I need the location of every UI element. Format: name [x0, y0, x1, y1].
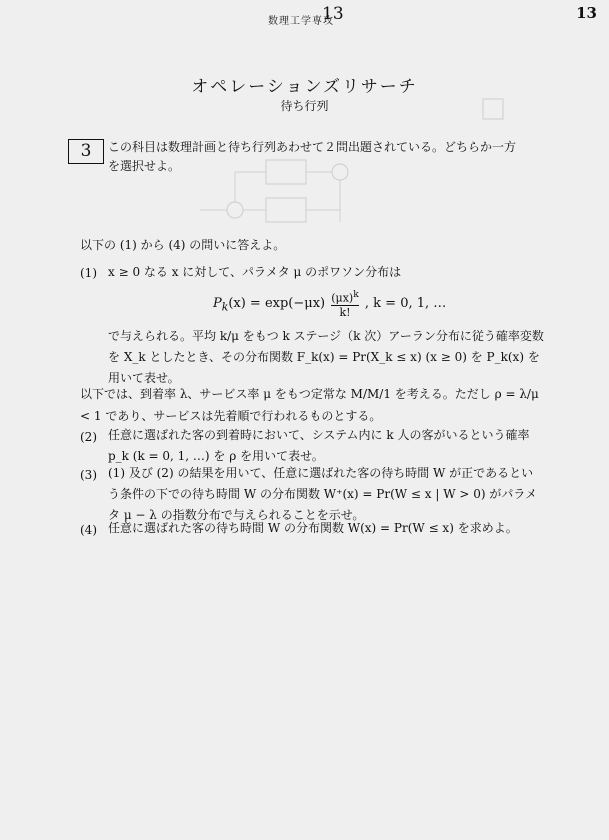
lead-text: 以下の (1) から (4) の問いに答えよ。	[80, 238, 286, 252]
header-page-number-right: 13	[576, 4, 597, 22]
page-subtitle: 待ち行列	[280, 99, 329, 113]
intro-text: この科目は数理計画と待ち行列あわせて２問出題されている。どちらか一方を選択せよ。	[108, 140, 517, 173]
formula-tail: , k = 0, 1, …	[364, 295, 447, 311]
formula-lhs: P	[213, 295, 222, 311]
model-description: 以下では、到着率 λ、サービス率 μ をもつ定常な M/M/1 を考える。ただし ρ = λ/μ < 1 であり、サービスは先着順で行われるものとする。	[80, 387, 539, 423]
fraction-denominator: k!	[331, 305, 359, 319]
formula-fraction	[331, 288, 359, 319]
fraction-numerator-exponent: k	[353, 289, 359, 300]
question-number-box: 3	[68, 139, 104, 164]
header-page-number: 13	[322, 4, 344, 24]
q3-text: (1) 及び (2) の結果を用いて、任意に選ばれた客の待ち時間 W が正であるという条件の下での待ち時間 W の分布関数 W⁺(x) = Pr(W ≤ x | W > 0) がパラメタ μ − λ の指数分布で与えられることを示せ。	[108, 466, 537, 522]
header-department: 数理工学専攻	[268, 16, 334, 27]
q1-text: x ≥ 0 なる x に対して、パラメタ μ のポワソン分布は	[108, 265, 402, 279]
fraction-numerator: (μx)	[331, 291, 354, 305]
formula-arg: (x) = exp(−μx)	[228, 295, 326, 311]
q1-formula	[213, 288, 446, 319]
q4-text: 任意に選ばれた客の待ち時間 W の分布関数 W(x) = Pr(W ≤ x) を求めよ。	[108, 521, 518, 535]
q3-number: (3)	[80, 468, 97, 482]
q4-number: (4)	[80, 523, 97, 537]
q1-number: (1)	[80, 266, 97, 280]
page-title: オペレーションズリサーチ	[191, 77, 418, 97]
formula-sub: k	[221, 300, 229, 314]
q1-text-continued: で与えられる。平均 k/μ をもつ k ステージ（k 次）アーラン分布に従う確率変数を X_k としたとき、その分布関数 F_k(x) = Pr(X_k ≤ x) (x ≥ 0) を P_k(x) を用いて表せ。	[108, 329, 544, 385]
q2-number: (2)	[80, 430, 97, 444]
q2-text: 任意に選ばれた客の到着時において、システム内に k 人の客がいるという確率 p_k (k = 0, 1, …) を ρ を用いて表せ。	[108, 428, 530, 463]
